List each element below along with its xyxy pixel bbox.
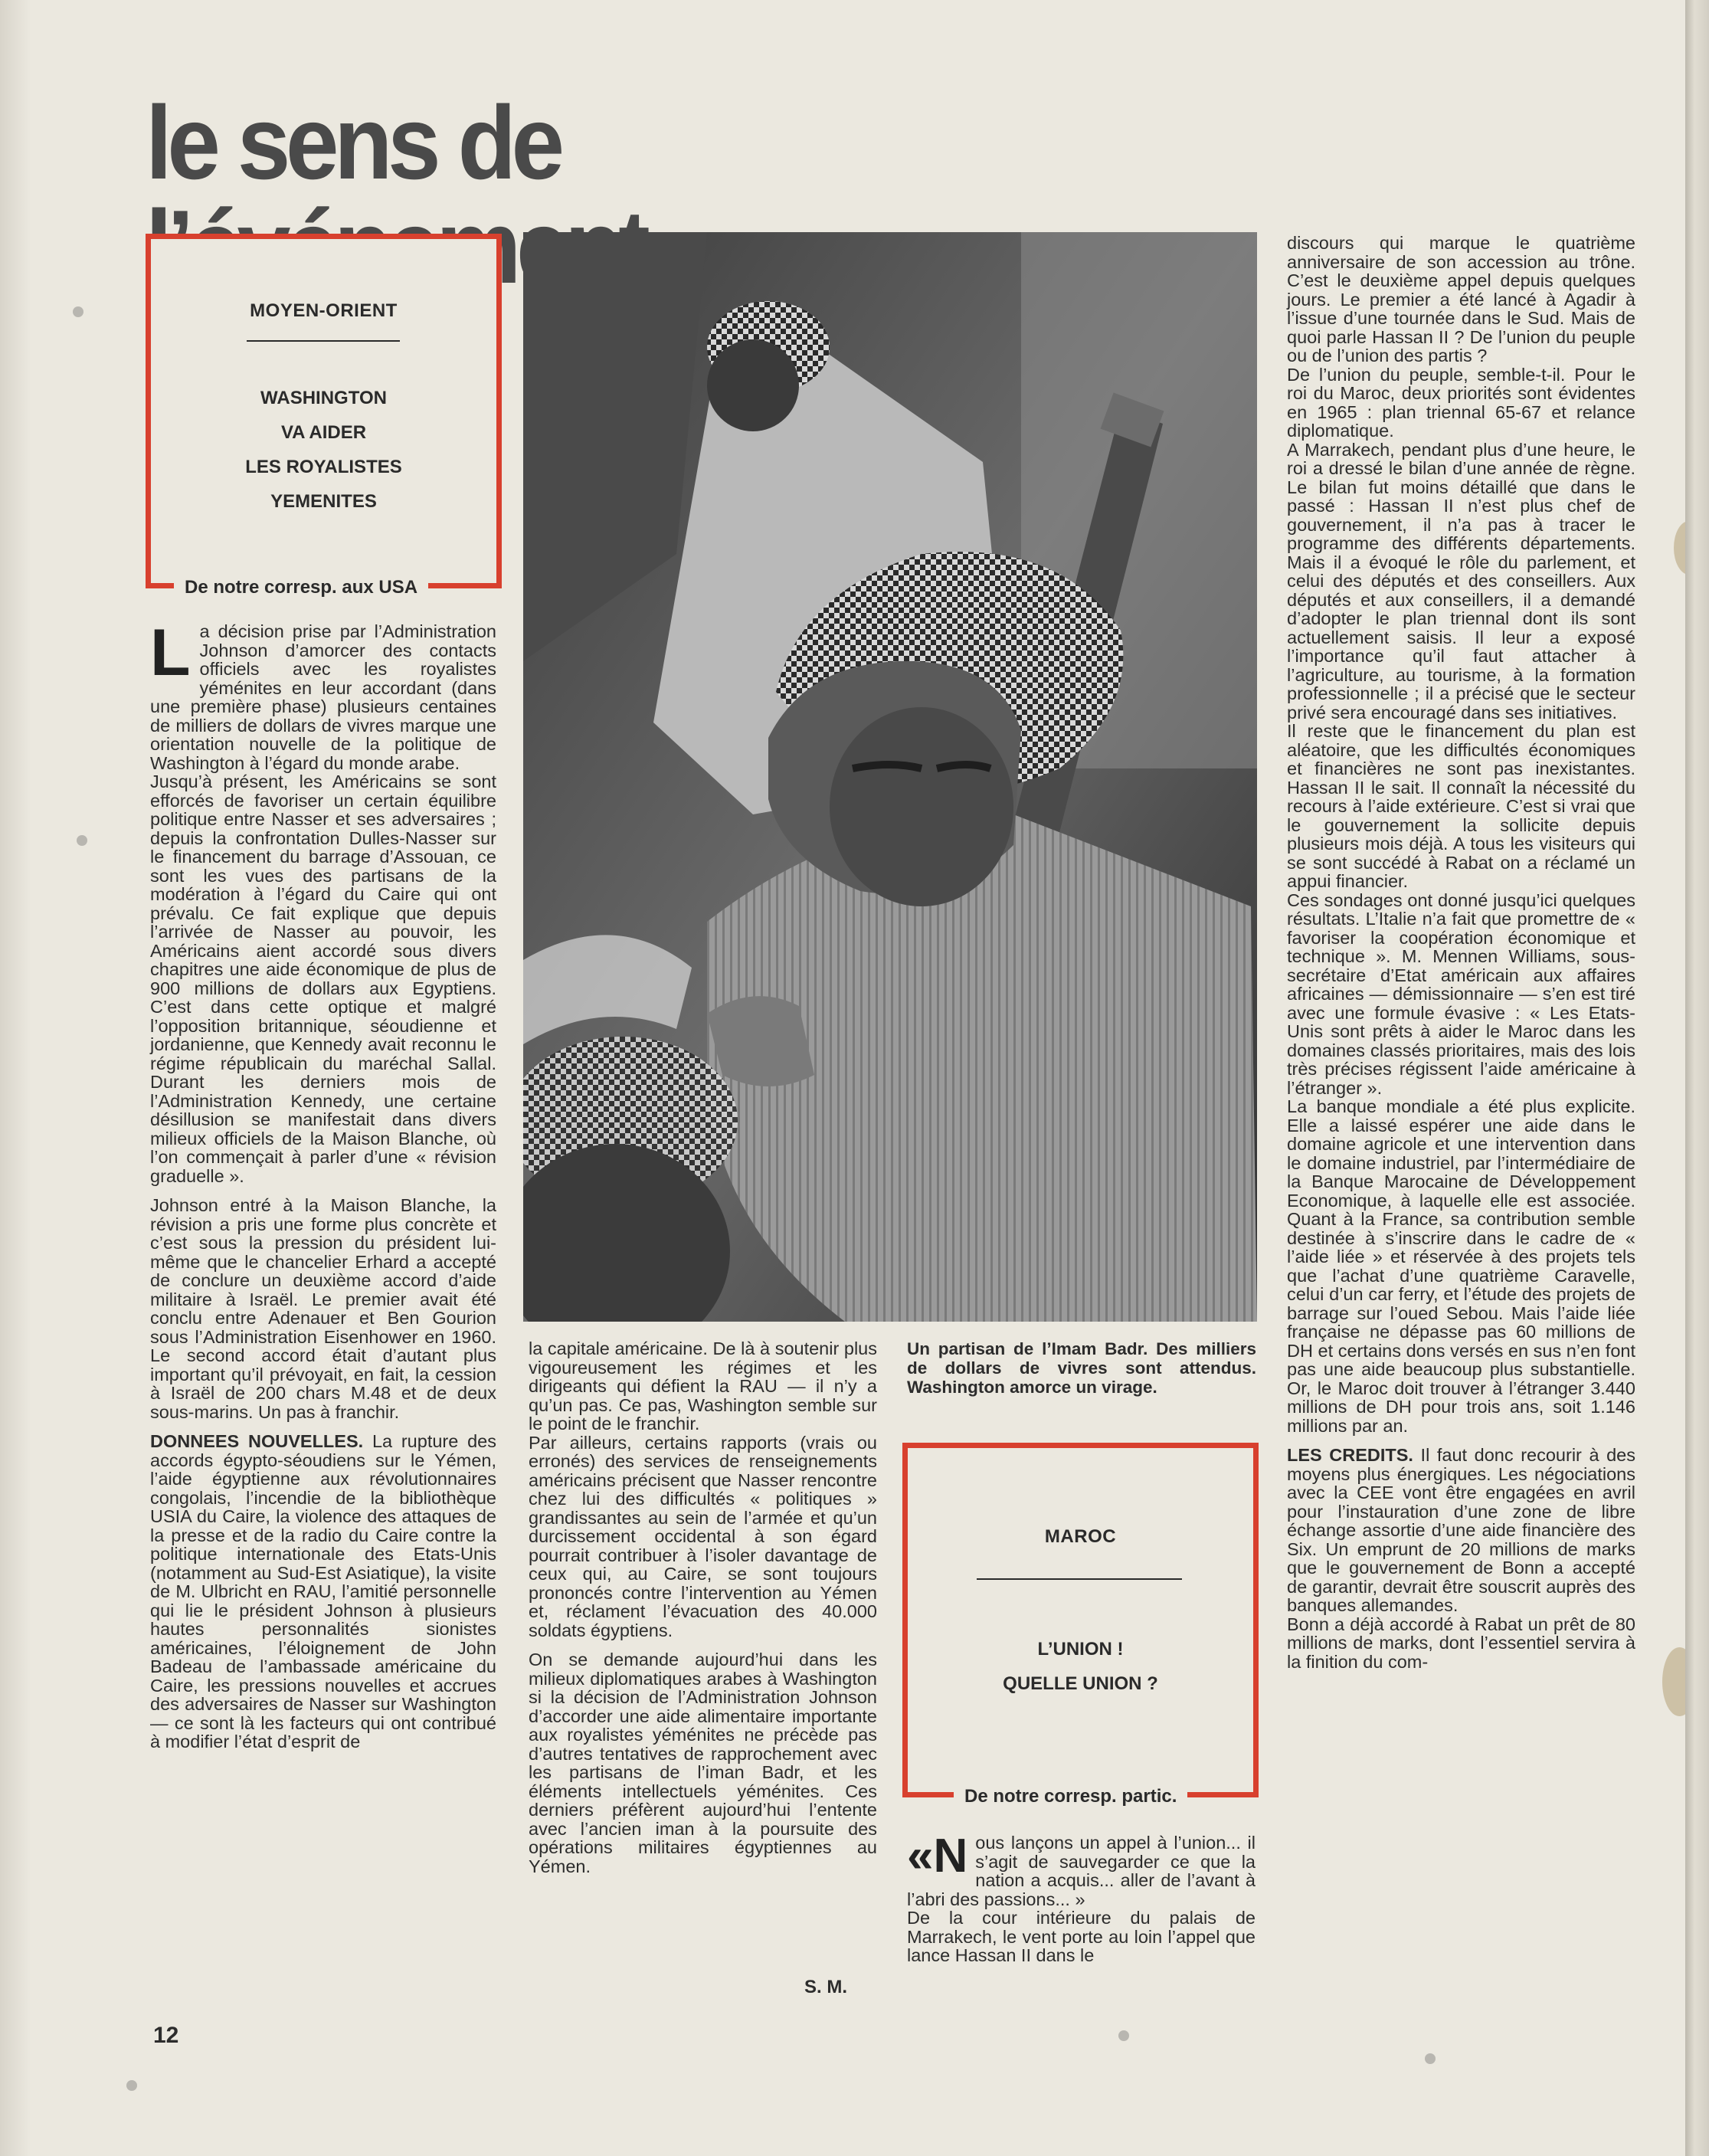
- paper-speck: [126, 2080, 137, 2091]
- box-byline: De notre corresp. partic.: [954, 1786, 1187, 1807]
- box-kicker: MAROC: [1044, 1526, 1117, 1547]
- article-paragraph: A Marrakech, pendant plus d’une heure, le roi a dressé le bilan d’une année de règne. Le bilan fut moins détaillé que dans le passé : Hassan II n’est plus chef de gouvernement, il n’a pas à tracer le programme des différents départements. Mais il a évoqué le rôle du parlement, et celui des députés et des conseillers. Aux députés et aux conseillers, il a demandé d’adopter le plan triennal dont ils sont actuellement saisis. Il leur a exposé l’importance qu’il faut attacher à l’agriculture, au tourisme, à la formation professionnelle ; il a précisé que le secteur privé sera encouragé dans ses initiatives.: [1287, 439, 1635, 722]
- article-paragraph: On se demande aujourd’hui dans les milieux diplomatiques arabes à Washington si la décision de l’Administration Johnson d’accorder une aide alimentaire importante aux royalistes yéménites ne précède pas d’autres tentatives de rapprochement avec les partisans de l’iman Badr, et les éléments intellectuels yéménites. Ces derniers préfèrent aujourd’hui l’entente avec l’ancien iman à la poursuite des opérations militaires égyptiennes au Yémen.: [529, 1650, 877, 1876]
- box-title-line: YEMENITES: [270, 491, 377, 512]
- article-text: ous lançons un appel à l’union... il s’agit de sauvegarder ce que la nation a acquis... aller de l’avant à l’abri des passions... »: [907, 1833, 1256, 1909]
- box-title-line: LES ROYALISTES: [245, 457, 402, 477]
- article-text: Il faut donc recourir à des moyens plus énergiques. Les négociations avec la CEE vont être engagées en avril pour l’instauration d’une zone de libre échange assortie d’une aide financière des Six. Un emprunt de 20 millions de marks que le gouvernement de Bonn a accepté de garantir, devrait être souscrit auprès des banques allemandes.: [1287, 1445, 1635, 1615]
- spine-shadow: [0, 0, 31, 2156]
- box-title: [908, 1632, 1253, 1701]
- article-column-2: [529, 1339, 877, 1876]
- box-title-line: VA AIDER: [280, 422, 367, 443]
- box-rule: [247, 340, 400, 342]
- page-headline: le sens de: [146, 84, 560, 201]
- article-paragraph: Johnson entré à la Maison Blanche, la révision a pris une forme plus concrète et c’est sous la pression du président lui-même que le chancelier Erhard a accepté de conclure un deuxième accord d’aide militaire à Israël. Le premier avait été conclu entre Adenauer et Ben Gourion sous l’Administration Eisenhower en 1960. Le second accord était d’autant plus important qu’il prévoyait, en fait, la cession à Israël de 200 chars M.48 et de deux sous-marins. Un pas à franchir.: [150, 1195, 496, 1422]
- opening-quote: «N: [907, 1830, 968, 1882]
- article-paragraph: discours qui marque le quatrième anniversaire de son accession au trône. C’est le deuxième appel depuis quelques jours. Le premier a été lancé à Agadir à l’issue d’une tournée dans le Sud. Mais de quoi parle Hassan II ? De l’union du peuple ou de l’union des partis ?: [1287, 233, 1635, 365]
- box-rule: [977, 1578, 1182, 1580]
- article-paragraph: Jusqu’à présent, les Américains se sont efforcés de favoriser un certain équilibre politique entre Nasser et ses adversaires ; depuis la confrontation Dulles-Nasser sur le financement du barrage d’Assouan, ce sont les vues des partisans de la modération à l’égard du Caire qui ont prévalu. Ce fait explique que depuis l’arrivée de Nasser au pouvoir, les Américains aient accordé sous divers chapitres une aide économique de plus de 900 millions de dollars aux Egyptiens. C’est dans cette optique et malgré l’opposition britannique, séoudienne et jordanienne, que Kennedy avait reconnu le régime républicain du maréchal Sallal. Durant les derniers mois de l’Administration Kennedy, une certaine désillusion se manifestait dans divers milieux officiels de la Maison Blanche, où l’on commençait à parler d’une « révision graduelle ».: [150, 772, 496, 1186]
- box-title-line: L’UNION !: [1037, 1639, 1124, 1660]
- photo-caption: Un partisan de l’Imam Badr. Des milliers de dollars de vivres sont attendus. Washington amorce un virage.: [907, 1339, 1256, 1397]
- paper-speck: [73, 306, 83, 317]
- photo-image: [523, 232, 1257, 1322]
- article-column-3: [907, 1830, 1256, 1965]
- box-byline: De notre corresp. aux USA: [174, 577, 428, 598]
- section-box-moyen-orient: [146, 234, 502, 598]
- box-title-line: WASHINGTON: [260, 388, 387, 408]
- paragraph-lead: DONNEES NOUVELLES.: [150, 1431, 364, 1451]
- article-paragraph: De la cour intérieure du palais de Marrakech, le vent porte au loin l’appel que lance Hassan II dans le: [907, 1908, 1256, 1965]
- article-paragraph: [907, 1830, 1256, 1909]
- article-paragraph: Il reste que le financement du plan est aléatoire, que les difficultés économiques et financières ne sont pas inexistantes. Hassan II le sait. Il connaît la nécessité du recours à l’aide extérieure. C’est si vrai que le gouvernement la sollicite depuis plusieurs mois déjà. A tous les visiteurs qui se sont succédé à Rabat on a réclamé un appui financier.: [1287, 721, 1635, 891]
- paragraph-lead: LES CREDITS.: [1287, 1445, 1413, 1465]
- article-text: La rupture des accords égypto-séoudiens sur le Yémen, l’aide égyptienne aux révolutionnaires congolais, l’incendie de la bibliothèque USIA du Caire, la violence des attaques de la presse et de la radio du Caire contre la politique internationale des Etats-Unis (notamment au Sud-Est Asiatique), la visite de M. Ulbricht en RAU, l’amitié personnelle qui lie le président Johnson à plusieurs hautes personnalités sionistes américaines, l’éloignement de John Badeau de l’ambassade américaine du Caire, les pressions nouvelles et accrues des adversaires de Nasser sur Washington — ce sont là les facteurs qui ont contribué à modifier l’état d’esprit de: [150, 1431, 496, 1751]
- paper-speck: [1425, 2053, 1436, 2064]
- box-kicker: MOYEN-ORIENT: [250, 300, 398, 321]
- article-paragraph: Par ailleurs, certains rapports (vrais ou erronés) des services de renseignements américains précisent que Nasser rencontre chez lui des difficultés « politiques » grandissantes au sein de l’armée et qu’un durcissement occidental à son égard pourrait contribuer à l’isoler davantage de ceux qui, au Caire, se sont toujours prononcés contre l’intervention au Yémen et, réclament l’évacuation des 40.000 soldats égyptiens.: [529, 1432, 877, 1640]
- box-title-line: QUELLE UNION ?: [1003, 1673, 1158, 1694]
- article-column-4: [1287, 234, 1635, 1671]
- author-signature: S. M.: [804, 1977, 848, 1997]
- article-paragraph: Bonn a déjà accordé à Rabat un prêt de 80 millions de marks, dont l’essentiel servira à la finition du com-: [1287, 1614, 1635, 1672]
- article-paragraph: la capitale américaine. De là à soutenir plus vigoureusement les régimes et les dirigeants qui défient la RAU — il n’y a qu’un pas. Ce pas, Washington semble sur le point de le franchir.: [529, 1338, 877, 1434]
- article-paragraph: [1287, 1446, 1635, 1615]
- page-number: 12: [153, 2023, 179, 2048]
- article-paragraph: [150, 1432, 496, 1751]
- article-paragraph: La banque mondiale a été plus explicite. Elle a laissé espérer une aide dans le domaine agricole et une intervention dans le domaine industriel, par l’intermédiaire de la Banque Marocaine de Développement Economique, à laquelle elle est associée. Quant à la France, sa contribution semble destinée à s’inscrire dans le cadre de « l’aide liée » et réservée à des projets tels que l’achat d’une quatrième Caravelle, celui d’un car ferry, et l’étude des projets de barrage sur l’oued Sebou. Mais l’aide liée française ne dépasse pas 60 millions de DH et certains dons versés en sus n’en font pas une aide beaucoup plus substantielle. Or, le Maroc doit trouver à l’étranger 3.440 millions de DH pour trois ans, soit 1.146 millions par an.: [1287, 1096, 1635, 1436]
- article-paragraph: De l’union du peuple, semble-t-il. Pour le roi du Maroc, deux priorités sont évidentes en 1965 : plan triennal 65-67 et relance diplomatique.: [1287, 364, 1635, 441]
- page-edge: [1685, 0, 1709, 2156]
- article-column-1: [150, 616, 496, 1751]
- article-paragraph: Ces sondages ont donné jusqu’ici quelques résultats. L’Italie n’a fait que promettre de « favoriser la coopération économique et technique ». M. Mennen Williams, sous-secrétaire d’Etat américain aux affaires africaines — démissionnaire — s’en est tiré avec une formule évasive : « Les Etats-Unis sont prêts à aider le Maroc dans les domaines classés prioritaires, mais des lois très précises régissent l’aide américaine à l’étranger ».: [1287, 890, 1635, 1098]
- paper-speck: [1118, 2030, 1129, 2041]
- section-box-maroc: [902, 1443, 1259, 1807]
- article-text: a décision prise par l’Administration Johnson d’amorcer des contacts officiels avec les royalistes yéménites en leur accordant (dans une première phase) plusieurs centaines de milliers de dollars de vivres marque une orientation nouvelle de la politique de Washington à l’égard du monde arabe.: [150, 621, 496, 773]
- drop-cap: L: [150, 616, 191, 690]
- article-paragraph: [150, 616, 496, 773]
- paper-speck: [77, 835, 87, 846]
- photo-yemeni-royalists: [523, 232, 1257, 1322]
- box-title: [151, 381, 496, 519]
